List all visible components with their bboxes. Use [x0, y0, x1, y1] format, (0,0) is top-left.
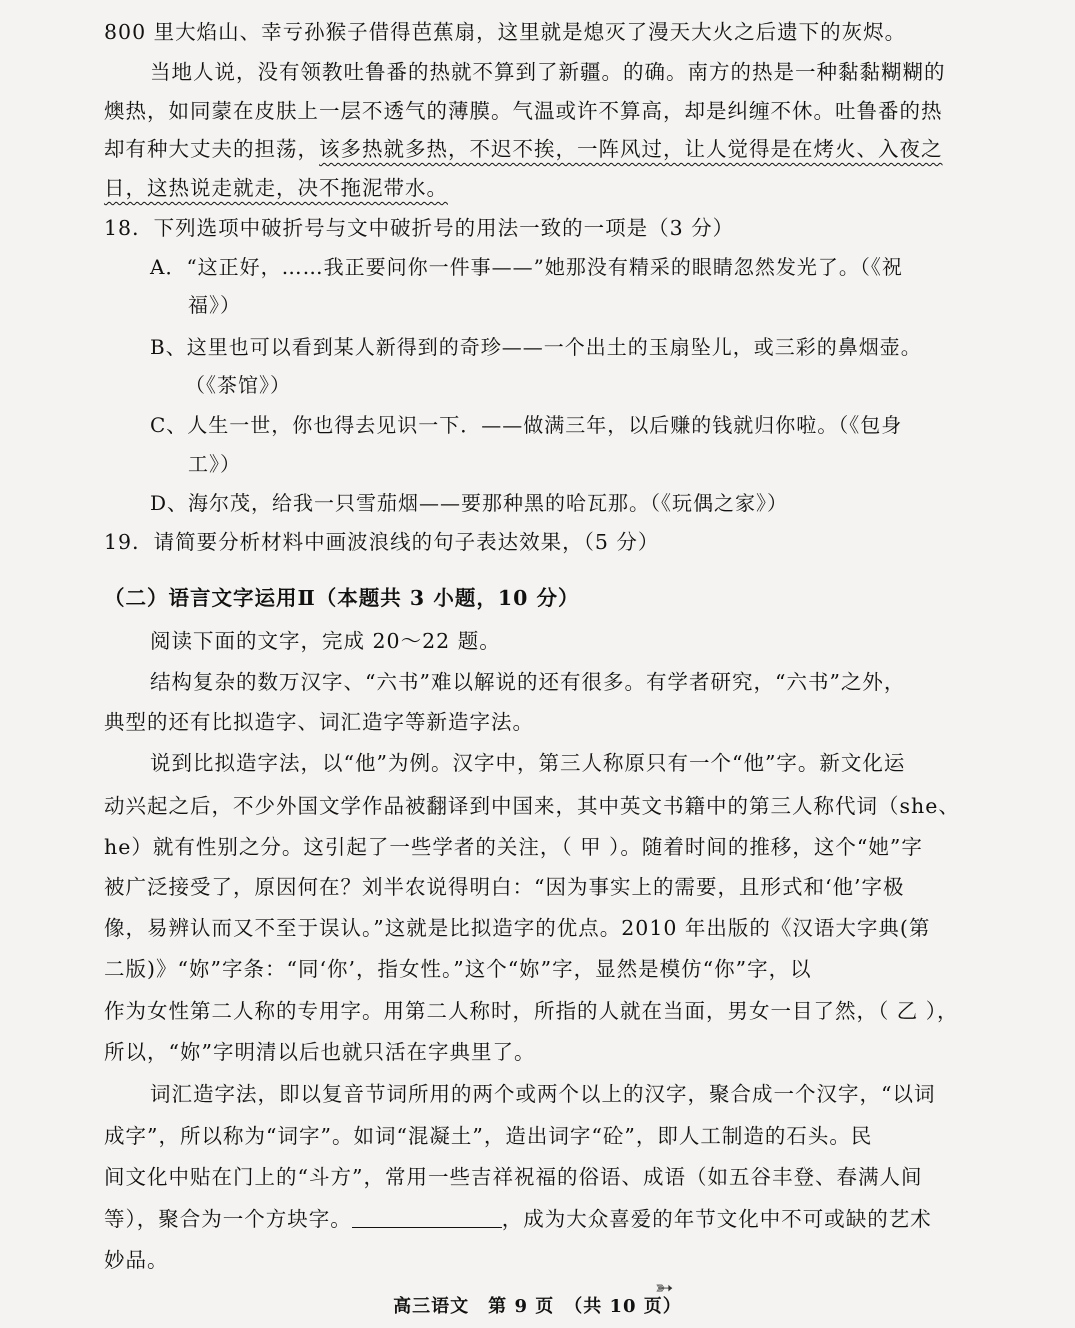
reading-line: 妙品。 — [104, 1248, 169, 1272]
option-b: B、这里也可以看到某人新得到的奇珍——一个出土的玉扇坠儿，或三彩的鼻烟壶。 — [150, 335, 922, 359]
reading-line: 动兴起之后，不少外国文学作品被翻译到中国来，其中英文书籍中的第三人称代词（she、 — [104, 794, 960, 818]
option-d: D、海尔茂，给我一只雪茄烟——要那种黑的哈瓦那。（《玩偶之家》） — [150, 491, 789, 515]
section-title: （二）语言文字运用Ⅱ（本题共 3 小题，10 分） — [104, 586, 580, 610]
reading-line: 词汇造字法，即以复音节词所用的两个或两个以上的汉字，聚合成一个汉字，“以词 — [150, 1082, 936, 1106]
wavy-underlined-sentence: 该多热就多热，不迟不挨，一阵风过，让人觉得是在烤火、入夜之 — [319, 137, 943, 161]
reading-line: 说到比拟造字法，以“他”为例。汉字中，第三人称原只有一个“他”字。新文化运 — [150, 751, 906, 775]
option-a-cont: 福》） — [188, 293, 241, 317]
question-19-stem: 19．请简要分析材料中画波浪线的句子表达效果，（5 分） — [104, 530, 660, 554]
passage-line: 当地人说，没有领教吐鲁番的热就不算到了新疆。的确。南方的热是一种黏黏糊糊的 — [150, 60, 946, 84]
text-before-blank: 等），聚合为一个方块字。 — [104, 1207, 352, 1231]
section-instruction: 阅读下面的文字，完成 20～22 题。 — [150, 629, 501, 653]
reading-line — [0, 1204, 1075, 1234]
option-b-cont: （《茶馆》） — [185, 373, 291, 397]
reading-line: he）就有性别之分。这引起了一些学者的关注，（ 甲 ）。随着时间的推移，这个“她”字 — [104, 835, 923, 859]
question-18-stem: 18．下列选项中破折号与文中破折号的用法一致的一项是（3 分） — [104, 216, 735, 240]
reading-line: 被广泛接受了，原因何在？刘半农说得明白：“因为事实上的需要，且形式和‘他’字极 — [104, 875, 905, 899]
reading-line: 所以，“妳”字明清以后也就只活在字典里了。 — [104, 1040, 536, 1064]
reading-line: 二版)》“妳”字条：“同‘你’，指女性。”这个“妳”字，显然是模仿“你”字，以 — [104, 957, 812, 981]
reading-line: 作为女性第二人称的专用字。用第二人称时，所指的人就在当面，男女一目了然，（ 乙 ）， — [104, 999, 959, 1023]
reading-line: 结构复杂的数万汉字、“六书”难以解说的还有很多。有学者研究，“六书”之外， — [150, 670, 906, 694]
passage-line: 燠热，如同蒙在皮肤上一层不透气的薄膜。气温或许不算高，却是纠缠不休。吐鲁番的热 — [104, 99, 943, 123]
option-c: C、人生一世，你也得去见识一下．——做满三年，以后赚的钱就归你啦。（《包身 — [150, 413, 903, 437]
plain-text: 却有种大丈夫的担荡， — [104, 137, 319, 161]
option-c-cont: 工》） — [188, 452, 241, 476]
wavy-underlined-sentence: 日，这热说走就走，决不拖泥带水。 — [104, 176, 448, 200]
passage-line: 800 里大焰山、幸亏孙猴子借得芭蕉扇，这里就是熄灭了漫天大火之后遗下的灰烬。 — [104, 20, 907, 44]
text-after-blank: ，成为大众喜爱的年节文化中不可或缺的艺术 — [501, 1207, 932, 1231]
pen-mark-icon: ➳ — [655, 1276, 674, 1301]
reading-line: 像，易辨认而又不至于误认。”这就是比拟造字的优点。2010 年出版的《汉语大字典(第 — [104, 916, 931, 940]
passage-line — [0, 173, 1075, 207]
reading-line: 典型的还有比拟造字、词汇造字等新造字法。 — [104, 710, 534, 734]
page-footer: 高三语文 第 9 页 （共 10 页） — [393, 1296, 682, 1317]
reading-line: 成字”，所以称为“词字”。如词“混凝土”，造出词字“砼”，即人工制造的石头。民 — [104, 1124, 873, 1148]
fill-in-blank[interactable] — [352, 1207, 502, 1228]
option-a: A．“这正好，……我正要问你一件事——”她那没有精采的眼睛忽然发光了。（《祝 — [150, 255, 903, 279]
reading-line: 间文化中贴在门上的“斗方”，常用一些吉祥祝福的俗语、成语（如五谷丰登、春满人间 — [104, 1165, 923, 1189]
passage-line — [0, 134, 1075, 168]
